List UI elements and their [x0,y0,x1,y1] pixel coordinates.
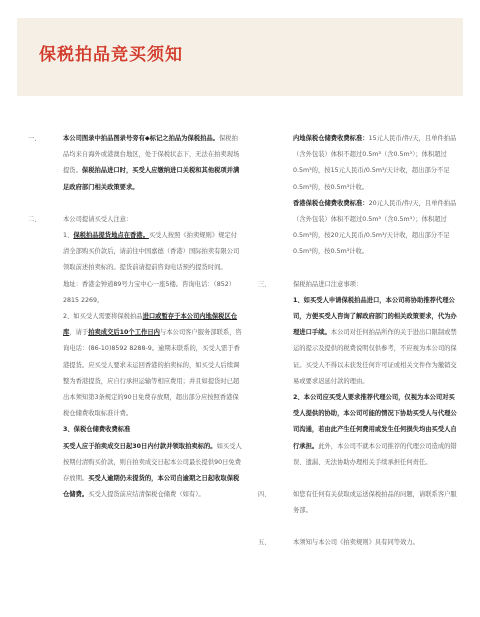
text-run: 1、 [63,232,74,240]
text-run: 买受人逾期仍未提货的，本公司自逾期之日起收取保税仓储费。 [63,475,240,499]
paragraph [293,196,460,261]
title-banner [17,18,463,96]
text-run: 本公司提请买受人注意： [63,215,133,223]
notice-section [258,535,460,551]
text-run: 此外，本公司不就本公司推荐的代理公司造成的错误、遗漏、无法协助办理相关手续承担任何责任。 [293,442,457,466]
section-number [258,131,293,261]
paragraph [63,212,243,228]
text-run: 拍卖成交后10个工作日内 [88,329,160,337]
text-run: ，请于 [69,329,89,337]
page-title: 保税拍品竞买须知 [39,45,183,65]
text-run: 20元人民币/件/天，且单件拍品（含外包装）体积不超过0.5m³（含0.5m³）；体积超过0.5m³的，按20元人民币/0.5m³/天计收，超出部分不足0.5m³的，按0.5m³计收。 [293,199,457,256]
text-run: 保税拍品进口时，买受人应缴纳进口关税和其他税项并满足政府部门相关政策要求。 [63,167,240,191]
text-run: 2、本公司应买受人要求推荐代理公司，仅视为本公司对买受人提供的协助，本公司可能的情况下协助买受人与代理公司沟通，若由此产生任何费用或发生任何损失均由买受人自行承担。 [293,394,457,450]
notice-section [258,277,460,471]
left-column [28,131,243,503]
text-run: 买受人应于拍卖成交日起30日内付款并领取拍卖标的。 [63,442,217,450]
text-run: 本须知与本公司《拍卖规则》具有同等效力。 [293,539,419,547]
section-gap [258,471,460,487]
notice-section [258,131,460,261]
text-run: 与本公司客户服务部联系，咨询电话：(86-10)8592 8288-9。逾期未联系的，买受人需于香港提货。应买受人要求未运回香港的拍卖标的，如买受人后续调整为香港提货，应自行承担运输等相应费用；并且如提货时已超出本须知第3条规定的90日免费存放期，超出部分应按照香港保税仓储费收取标准计费。 [63,329,242,418]
section-body [293,487,460,519]
section-number: 一、 [28,135,41,142]
section-gap [258,261,460,277]
text-run: 买受人提货前应结清保税仓储费（如有）。 [88,491,205,499]
text-run: 地址：香港金钟道89号力宝中心一座5楼。咨询电话：（852）2815 2269。 [63,280,236,304]
section-number: 五、 [258,539,271,547]
text-run: 本公司图录中拍品图录号旁有◆标记之拍品为保税拍品。 [63,135,219,142]
paragraph [63,131,243,196]
section-body [293,535,460,551]
text-run: 保税拍品提货地点在香港。 [73,232,149,240]
paragraph [293,277,460,293]
text-run: 1、如买受人申请保税拍品进口，本公司将协助推荐代理公司，方便买受人咨询了解政府部门的相关政策要求，代为办理进口手续。 [293,296,457,337]
paragraph [63,422,243,438]
paragraph [63,228,243,277]
text-run: 香港保税仓储费收费标准： [293,199,369,207]
notice-section [28,212,243,504]
text-run: 本公司对任何拍品所作的关于进出口限制或禁运的提示及提供的税费说明仅供参考，不应视为本公司的保证。买受人不得以未获发任何许可证或相关文件作为撤销交易或要求迟延付款的理由。 [293,329,457,385]
text-run: 保税拍品进口注意事项： [293,280,363,288]
section-number: 二、 [28,215,41,223]
paragraph [293,131,460,196]
paragraph [63,277,243,309]
paragraph [293,535,460,551]
paragraph [63,439,243,504]
text-run: 3、保税仓储费收费标准 [63,426,131,434]
paragraph [293,487,460,519]
section-number: 四、 [258,491,271,499]
notice-section [28,131,243,196]
section-body [63,212,243,504]
section-number: 三、 [258,280,271,288]
text-run: 保税拍品均来自海外或港澳台地区，处于保税状态下，无法在拍卖现场提货。 [63,135,240,175]
paragraph [293,390,460,471]
text-run: 买受人按照《拍卖规则》规定付清全部购买价款后，请前往中国嘉德（香港）国际拍卖有限公司领取前述拍卖标的。提货前请提前咨询电话预约提货时间。 [63,232,240,272]
text-run: 进口或暂存于本公司内地保税区仓库 [63,313,238,337]
text-run: 15元人民币/件/天，且单件拍品（含外包装）体积不超过0.5m³（含0.5m³）；体积超过0.5m³的，按15元人民币/0.5m³/天计收，超出部分不足0.5m³的，按0.5m³计收。 [293,135,457,191]
section-gap [258,519,460,535]
notice-section [258,487,460,519]
right-column [258,131,460,552]
text-run: 内地保税仓储费收费标准： [293,135,369,142]
paragraph [293,293,460,390]
section-body [293,277,460,471]
text-run: 如您有任何有关获取或运送保税拍品的问题，请联系客户服务部。 [293,491,457,515]
paragraph [63,309,243,422]
section-gap [28,196,243,212]
text-run: 2、如买受人需要将保税拍品 [63,313,143,321]
section-body [63,131,243,196]
text-run: 如买受人按期付清购买价款，则自拍卖成交日起本公司最长提供90日免费存放期。 [63,442,242,483]
section-body [293,131,460,261]
